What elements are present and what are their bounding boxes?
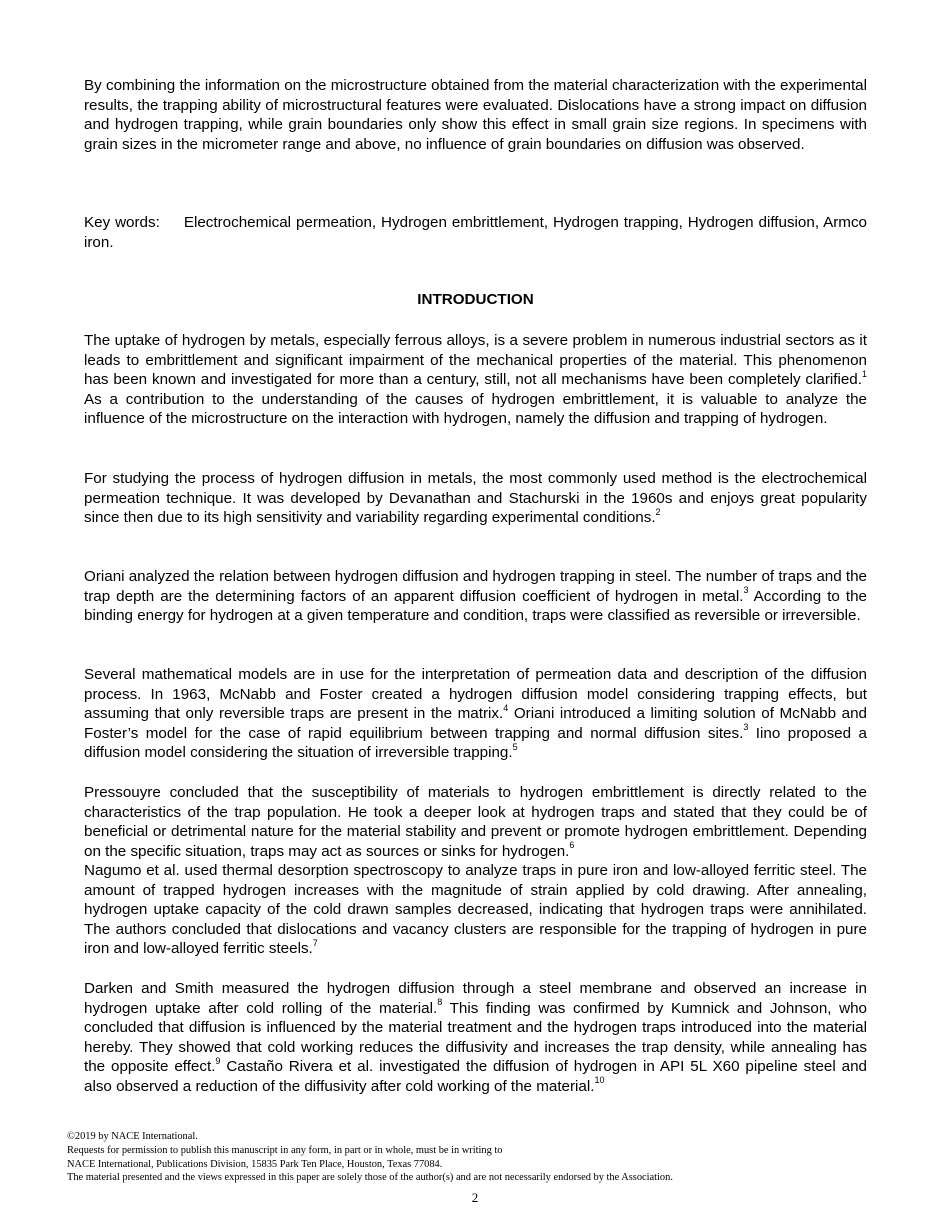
intro-paragraph-6 <box>84 979 867 1096</box>
intro-paragraph-3 <box>84 567 867 626</box>
p6-text-c: Castaño Rivera et al. investigated the diffusion of hydrogen in API 5L X60 pipeline steel and also observed a reduction of the diffusivity after cold working of the material. <box>84 1058 867 1095</box>
keywords-label: Key words: <box>84 214 160 231</box>
p1-text-a: The uptake of hydrogen by metals, especially ferrous alloys, is a severe problem in numerous industrial sectors as it leads to embrittlement and significant impairment of the mechanical properties of the material. This phenomenon has been known and investigated for more than a century, still, not all mechanisms have been completely clarified. <box>84 332 867 388</box>
keywords-paragraph <box>84 213 867 252</box>
p3-text-a: Oriani analyzed the relation between hydrogen diffusion and hydrogen trapping in steel. The number of traps and the trap depth are the determining factors of an apparent diffusion coefficient of hydrogen in metal. <box>84 568 867 605</box>
citation-ref: 4 <box>503 702 509 713</box>
citation-ref: 2 <box>655 506 661 517</box>
p5-text-a: Pressouyre concluded that the susceptibility of materials to hydrogen embrittlement is directly related to the characteristics of the trap population. He took a deeper look at hydrogen traps and stated that they could be of beneficial or detrimental nature for the material stability and prevent or promote hydrogen embrittlement. Depending on the specific situation, traps may act as sources or sinks for hydrogen. <box>84 784 867 860</box>
citation-ref: 3 <box>743 722 749 733</box>
p6-text-b: This finding was confirmed by Kumnick and Johnson, who concluded that diffusion is influenced by the material treatment and the hydrogen traps introduced into the material hereby. They showed that cold working reduces the diffusivity and increases the trap density, while annealing has the opposite effect. <box>84 999 867 1075</box>
citation-ref: 7 <box>312 937 318 948</box>
page-footer <box>67 1130 867 1185</box>
intro-paragraph-1 <box>84 331 867 429</box>
citation-ref: 9 <box>215 1055 221 1066</box>
p4-text-c: Iino proposed a diffusion model considering the situation of irreversible trapping. <box>84 724 867 761</box>
p6-text-a: Darken and Smith measured the hydrogen diffusion through a steel membrane and observed an increase in hydrogen uptake after cold rolling of the material. <box>84 980 867 1017</box>
footer-address: NACE International, Publications Division, 15835 Park Ten Place, Houston, Texas 77084. <box>67 1158 443 1170</box>
citation-ref: 3 <box>743 585 749 596</box>
p4-text-b: Oriani introduced a limiting solution of McNabb and Foster’s model for the case of rapid equilibrium between trapping and normal diffusion sites. <box>84 705 868 742</box>
citation-ref: 8 <box>437 997 443 1008</box>
intro-paragraph-5 <box>84 783 867 959</box>
citation-ref: 10 <box>594 1075 605 1086</box>
section-heading: INTRODUCTION <box>417 291 534 308</box>
p1-text-b: As a contribution to the understanding of the causes of hydrogen embrittlement, it is valuable to analyze the influence of the microstructure on the interaction with hydrogen, namely the diffusion and trapping of hydrogen. <box>84 390 867 427</box>
citation-ref: 6 <box>569 840 575 851</box>
footer-copyright: ©2019 by NACE International. <box>67 1131 198 1142</box>
p4-text-a: Several mathematical models are in use for the interpretation of permeation data and description of the diffusion process. In 1963, McNabb and Foster created a hydrogen diffusion model considering trapping effects, but assuming that only reversible traps are present in the matrix. <box>84 666 867 722</box>
intro-paragraph-4 <box>84 665 867 763</box>
keywords-text: Electrochemical permeation, Hydrogen embrittlement, Hydrogen trapping, Hydrogen diffusion, Armco iron. <box>84 214 867 251</box>
citation-ref: 1 <box>861 368 867 379</box>
abstract-paragraph: By combining the information on the microstructure obtained from the material characterization with the experimental results, the trapping ability of microstructural features were evaluated. Dislocations have a strong impact on diffusion and hydrogen trapping, while grain boundaries only show this effect in small grain size regions. In specimens with grain sizes in the micrometer range and above, no influence of grain boundaries on diffusion was observed. <box>84 77 867 153</box>
citation-ref: 5 <box>512 741 518 752</box>
p3-text-b: According to the binding energy for hydrogen at a given temperature and condition, traps were classified as reversible or irreversible. <box>84 587 868 624</box>
p2-text-a: For studying the process of hydrogen diffusion in metals, the most commonly used method is the electrochemical permeation technique. It was developed by Devanathan and Stachurski in the 1960s and enjoys great popularity since then due to its high sensitivity and variability regarding experimental conditions. <box>84 470 867 526</box>
intro-paragraph-2 <box>84 469 867 528</box>
page-number: 2 <box>471 1190 479 1205</box>
p5-text-b: Nagumo et al. used thermal desorption spectroscopy to analyze traps in pure iron and low-alloyed ferritic steel. The amount of trapped hydrogen increases with the magnitude of strain applied by cold drawing. After annealing, hydrogen uptake capacity of the cold drawn samples decreased, indicating that hydrogen traps were annihilated. The authors concluded that dislocations and vacancy clusters are responsible for the trapping of hydrogen in pure iron and low-alloyed ferritic steels. <box>84 862 867 957</box>
footer-disclaimer: The material presented and the views expressed in this paper are solely those of the author(s) and are not necessarily endorsed by the Association. <box>67 1172 673 1184</box>
footer-permission: Requests for permission to publish this manuscript in any form, in part or in whole, must be in writing to <box>67 1144 503 1156</box>
